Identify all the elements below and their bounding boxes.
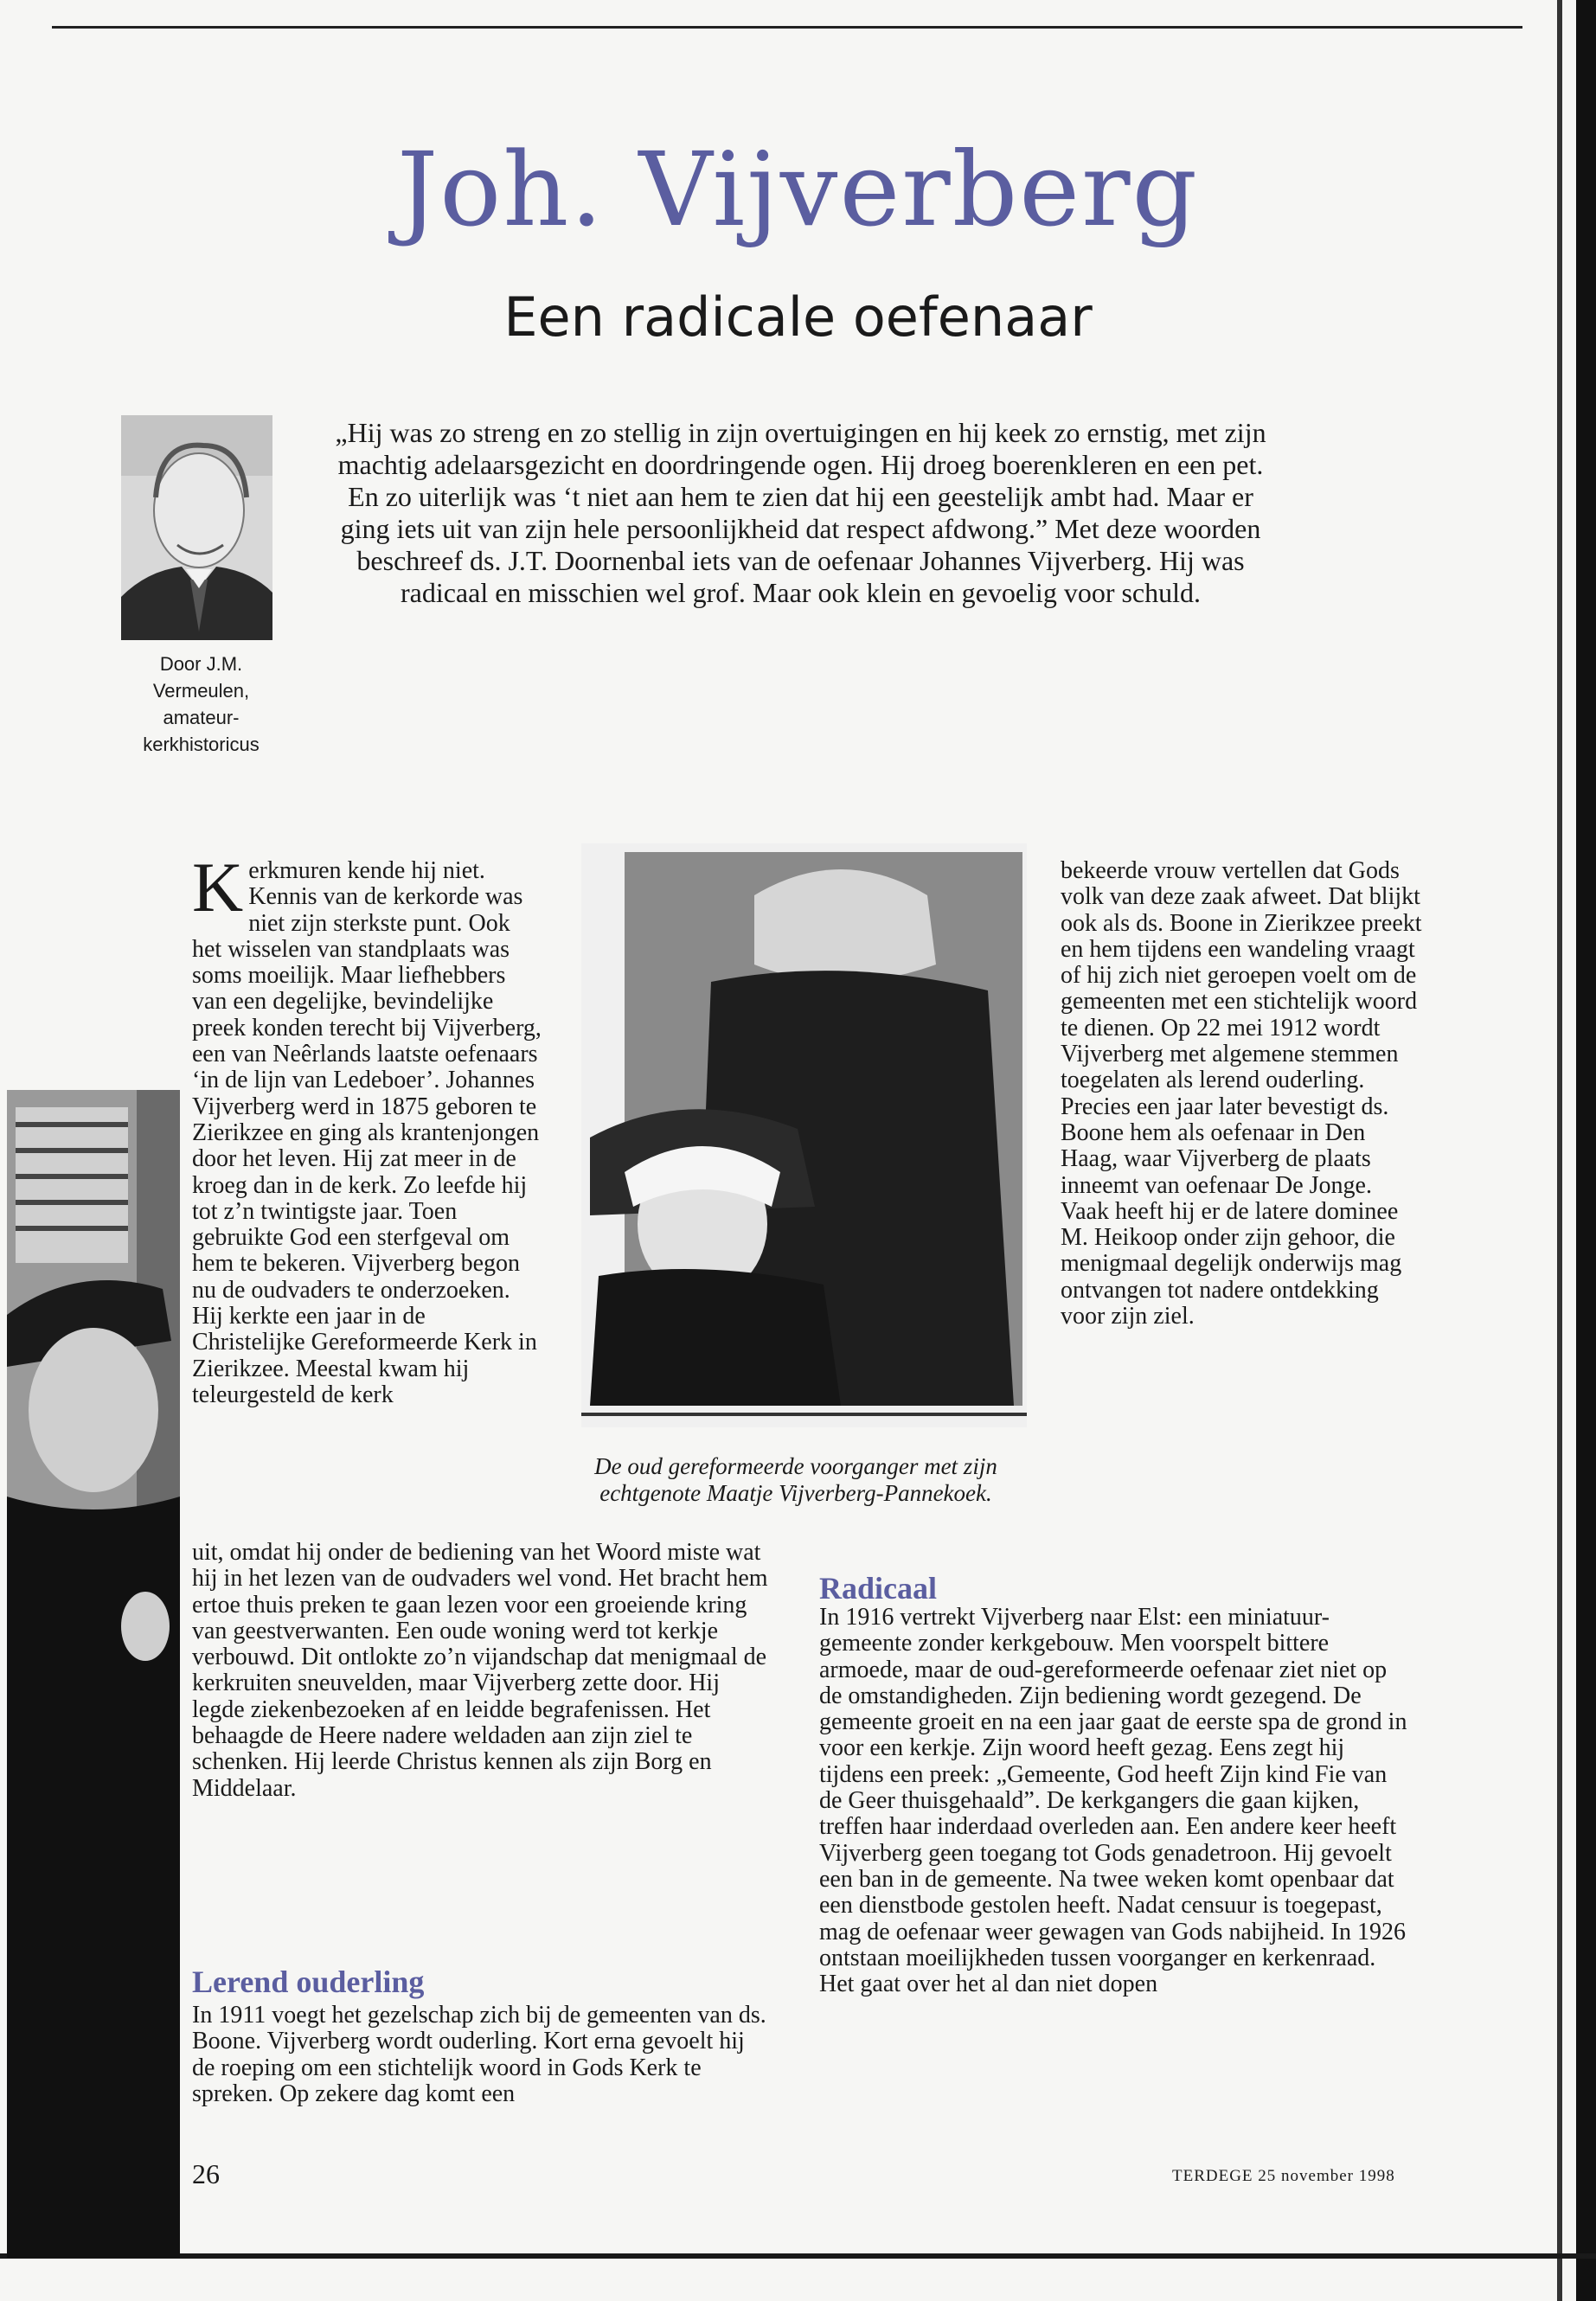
body-column-1-continued: uit, omdat hij onder de bediening van het Woord miste wat hij in het lezen van de oudvaders wel vond. Het bracht hem ertoe thuis preken te gaan lezen voor een groeiende kring van geestverwanten. Een oude woning werd tot kerkje verbouwd. Dit ontlokte zo’n vijandschap dat menigmaal de kerkruiten sneuvelden, maar Vijverberg zette door. Hij legde ziekenbezoeken af en leidde begrafenissen. Het behaagde de Heere nadere weldaden aan zijn ziel te schenken. Hij leerde Christus kennen als zijn Borg en Middelaar.: [192, 1539, 768, 1802]
body-column-3-top: bekeerde vrouw vertellen dat Gods volk van deze zaak afweet. Dat blijkt ook als ds. Boone in Zierikzee preekt en hem tijdens een wandeling vraagt of hij zich niet geroepen voelt om de gemeenten met een stichtelijk woord te dienen. Op 22 mei 1912 wordt Vijverberg met algemene stemmen toegelaten als lerend ouderling. Precies een jaar later bevestigt ds. Boone hem als oefenaar in Den Haag, waar Vijverberg de plaats inneemt van oefenaar De Jonge. Vaak heeft hij er de latere dominee M. Heikoop onder zijn gehoor, die menigmaal degelijk onderwijs mag ontvangen tot nadere ontdekking voor zijn ziel.: [1061, 857, 1422, 1330]
photo-caption: De oud gereformeerde voorganger met zijn echtgenote Maatje Vijverberg-Pannekoek.: [594, 1453, 997, 1506]
portrait-photo: [7, 1090, 180, 2258]
body-section-lerend: In 1911 voegt het gezelschap zich bij de gemeenten van ds. Boone. Vijverberg wordt ouderling. Kort erna gevoelt hij de roeping om een stichtelijk woord in Gods Kerk te spreken. Op zekere dag komt een: [192, 2002, 766, 2107]
publication-footer: TERDEGE 25 november 1998: [1172, 2167, 1395, 2185]
page-number: 26: [192, 2158, 220, 2189]
article-subtitle: Een radicale oefenaar: [503, 285, 1093, 349]
author-caption: Door J.M. Vermeulen, amateur-kerkhistoricus: [143, 653, 260, 755]
section-heading-lerend: Lerend ouderling: [192, 1965, 425, 1999]
couple-photo: [581, 843, 1027, 1427]
body-column-1: [192, 848, 543, 1408]
body-text: erkmuren kende hij niet. Kennis van de kerkorde was niet zijn sterkste punt. Ook het wisselen van standplaats was soms moeilijk. Maar liefhebbers van een degelijke, bevindelijke preek konden terecht bij Vijverberg, een van Neêrlands laatste oefenaars ‘in de lijn van Ledeboer’. Johannes Vijverberg werd in 1875 geboren te Zierikzee en ging als krantenjongen door het leven. Hij zat meer in de kroeg dan in de kerk. Zo leefde hij tot z’n twintigste jaar. Toen gebruikte God een sterfgeval om hem te bekeren. Vijverberg begon nu de oudvaders te onderzoeken. Hij kerkte een jaar in de Christelijke Gereformeerde Kerk in Zierikzee. Meestal kwam hij teleurgesteld de kerk: [192, 857, 542, 1408]
author-photo: [121, 415, 272, 640]
top-rule: [52, 26, 1522, 29]
drop-cap: K: [192, 848, 244, 926]
intro-paragraph: „Hij was zo streng en zo stellig in zijn overtuigingen en hij keek zo ernstig, met zijn machtig adelaarsgezicht en doordringende ogen. Hij droeg boerenkleren en een pet. En zo uiterlijk was ‘t niet aan hem te zien dat hij een geestelijk ambt had. Maar er ging iets uit van zijn hele persoonlijkheid dat respect afdwong.” Met deze woorden beschreef ds. J.T. Doornenbal iets van de oefenaar Johannes Vijverberg. Hij was radicaal en misschien wel grof. Maar ook klein en gevoelig voor schuld.: [335, 417, 1266, 608]
bottom-rule: [0, 2253, 1596, 2259]
article-title: Joh. Vijverberg: [396, 130, 1200, 249]
body-section-radicaal: In 1916 vertrekt Vijverberg naar Elst: een miniatuur-gemeente zonder kerkgebouw. Men voorspelt bittere armoede, maar de oud-gereformeerde oefenaar ziet niet op de omstandigheden. Zijn bediening wordt gezegend. De gemeente groeit en na een jaar gaat de eerste spa de grond in voor een kerkje. Zijn woord heeft gezag. Eens zegt hij tijdens een preek: „Gemeente, God heeft Zijn kind Fie van de Geer thuisgehaald”. De kerkgangers die gaan kijken, treffen haar inderdaad overleden aan. Een andere keer heeft Vijverberg geen toegang tot Gods genadetroon. Hij gevoelt een ban in de gemeente. Na twee weken komt openbaar dat een dienstbode gestolen heeft. Nadat censuur is toegepast, mag de oefenaar weer gewagen van Gods nabijheid. In 1926 ontstaan moeilijkheden tussen voorganger en kerkenraad. Het gaat over het al dan niet dopen: [819, 1604, 1407, 1998]
section-heading-radicaal: Radicaal: [819, 1571, 938, 1606]
